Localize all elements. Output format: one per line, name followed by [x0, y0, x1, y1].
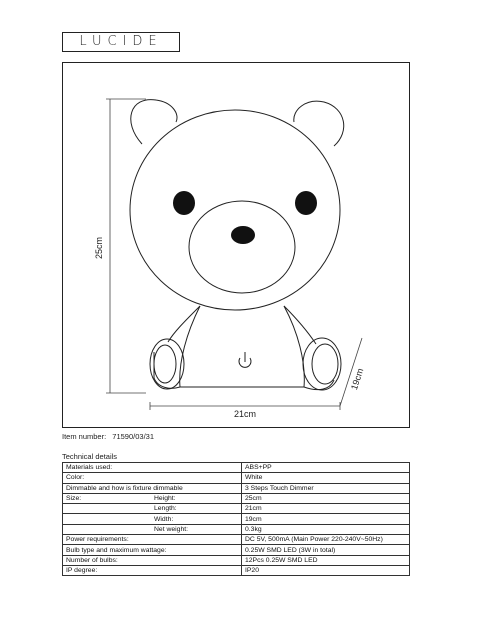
- width-label: 21cm: [233, 409, 257, 419]
- right-eye: [295, 191, 317, 215]
- table-row: Dimmable and how is fixture dimmable 3 Steps Touch Dimmer: [63, 483, 410, 493]
- left-eye: [173, 191, 195, 215]
- right-arm: [284, 306, 316, 344]
- table-row: Net weight: 0.3kg: [63, 524, 410, 534]
- table-row: Width: 19cm: [63, 514, 410, 524]
- table-row: Length: 21cm: [63, 504, 410, 514]
- table-row: Size: Height: 25cm: [63, 493, 410, 503]
- table-row: Number of bulbs: 12Pcs 0.25W SMD LED: [63, 555, 410, 565]
- right-foot: [303, 338, 341, 390]
- logo-text: LUCIDE: [79, 34, 163, 49]
- left-foot: [150, 339, 184, 389]
- height-label: 25cm: [94, 236, 104, 260]
- table-row: Color: White: [63, 473, 410, 483]
- product-drawing: [62, 62, 410, 428]
- item-number-label: Item number:: [62, 432, 107, 441]
- table-row: Materials used: ABS+PP: [63, 463, 410, 473]
- item-number-value: 71590/03/31: [112, 432, 154, 441]
- bear-body: [180, 306, 305, 387]
- depth-label: 19cm: [348, 367, 366, 392]
- bear-nose: [231, 226, 255, 244]
- table-row: Bulb type and maximum wattage: 0.25W SMD LED (3W in total): [63, 545, 410, 555]
- size-label: Size:: [66, 495, 82, 503]
- item-number: [62, 432, 154, 441]
- technical-details-heading: Technical details: [62, 452, 118, 461]
- table-row: Power requirements: DC 5V, 500mA (Main Power 220-240V~50Hz): [63, 535, 410, 545]
- brand-logo: [62, 32, 180, 52]
- specs-table: [62, 462, 410, 576]
- table-row: IP degree: IP20: [63, 565, 410, 575]
- left-arm: [168, 306, 200, 342]
